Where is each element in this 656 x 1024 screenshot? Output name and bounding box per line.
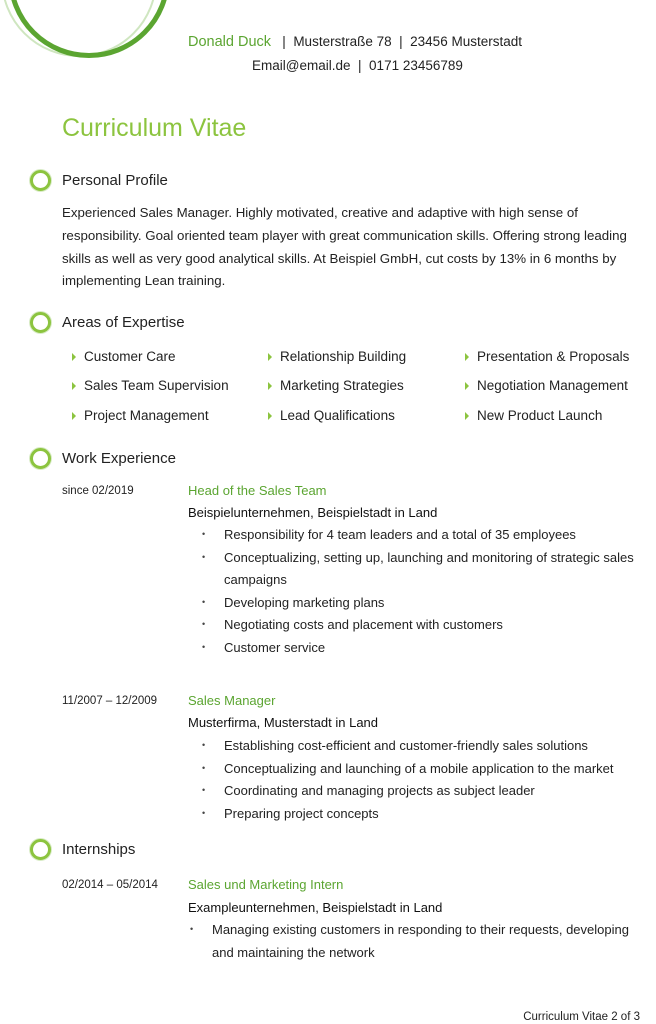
list-item: • Conceptualizing, setting up, launching and monitoring of strategic sales campaigns [224,547,654,592]
job-company: Beispielunternehmen, Beispielstadt in Land [188,505,438,520]
expertise-item: Project Management [72,408,209,423]
internship-company: Exampleunternehmen, Beispielstadt in Land [188,900,443,915]
section-personal-profile [30,168,168,192]
triangle-bullet-icon [268,412,272,420]
section-title: Areas of Expertise [62,313,185,331]
triangle-bullet-icon [72,382,76,390]
separator: | [399,34,403,49]
expertise-item: Relationship Building [268,349,406,364]
list-item: • Establishing cost-efficient and customer-friendly sales solutions [224,735,654,758]
street-address: Musterstraße 78 [293,34,392,49]
job-company: Musterfirma, Musterstadt in Land [188,715,379,730]
section-title: Internships [62,840,136,858]
list-item: • Developing marketing plans [224,592,654,615]
triangle-bullet-icon [465,382,469,390]
bullet-icon: • [202,551,206,562]
job-duties [202,524,654,659]
bullet-icon: • [202,596,206,607]
bullet-icon: • [202,762,206,773]
document-title: Curriculum Vitae [62,114,247,142]
job-title: Head of the Sales Team [188,483,327,498]
job-date: 11/2007 – 12/2009 [62,695,158,707]
internship-title: Sales und Marketing Intern [188,877,344,892]
job-date: since 02/2019 [62,485,134,497]
triangle-bullet-icon [268,353,272,361]
list-item: • Preparing project concepts [224,803,654,826]
job-duties [202,735,654,825]
expertise-item: Presentation & Proposals [465,349,629,364]
contact-line-2 [252,58,463,73]
bullet-icon: • [202,740,206,750]
decorative-circle [8,0,170,58]
expertise-item: Sales Team Supervision [72,378,229,393]
expertise-item: Negotiation Management [465,378,628,393]
section-areas-of-expertise [30,310,185,334]
circle-bullet-icon [30,312,51,333]
circle-bullet-icon [30,448,51,469]
job-title: Sales Manager [188,693,276,708]
bullet-icon: • [202,785,206,795]
bullet-icon: • [190,924,194,934]
applicant-name: Donald Duck [188,34,272,50]
list-item: • Conceptualizing and launching of a mobile application to the market [224,758,654,781]
section-title: Personal Profile [62,171,168,189]
internship-date: 02/2014 – 05/2014 [62,879,158,891]
internship-duties [190,919,652,964]
bullet-icon: • [202,529,206,539]
list-item: • Managing existing customers in responding to their requests, developing and maintaining the network [212,919,652,964]
bullet-icon: • [202,619,206,629]
expertise-item: Marketing Strategies [268,378,404,393]
contact-line-1 [188,34,522,50]
profile-text: Experienced Sales Manager. Highly motivated, creative and adaptive with high sense of responsibility. Goal oriented team player with great communication skills. Offering strong leading skills as well as very good analytical skills. At Beispiel GmbH, cut costs by 13% in 6 months by implementing Lean training. [62,205,627,289]
list-item: • Customer service [224,637,654,660]
separator: | [358,58,362,73]
circle-bullet-icon [30,170,51,191]
expertise-item: Customer Care [72,349,176,364]
section-internships [30,837,135,861]
expertise-item: New Product Launch [465,408,602,423]
phone: 0171 23456789 [369,58,463,73]
section-title: Work Experience [62,449,176,467]
list-item: • Negotiating costs and placement with customers [224,614,654,637]
triangle-bullet-icon [465,353,469,361]
list-item: • Coordinating and managing projects as subject leader [224,780,654,803]
triangle-bullet-icon [72,353,76,361]
triangle-bullet-icon [72,412,76,420]
section-work-experience [30,446,176,470]
page-footer: Curriculum Vitae 2 of 3 [523,1011,640,1023]
circle-bullet-icon [30,839,51,860]
triangle-bullet-icon [268,382,272,390]
bullet-icon: • [202,807,206,818]
triangle-bullet-icon [465,412,469,420]
separator: | [282,34,286,49]
email: Email@email.de [252,58,351,73]
list-item: • Responsibility for 4 team leaders and a total of 35 employees [224,524,654,547]
bullet-icon: • [202,641,206,652]
expertise-item: Lead Qualifications [268,408,395,423]
city-address: 23456 Musterstadt [410,34,522,49]
